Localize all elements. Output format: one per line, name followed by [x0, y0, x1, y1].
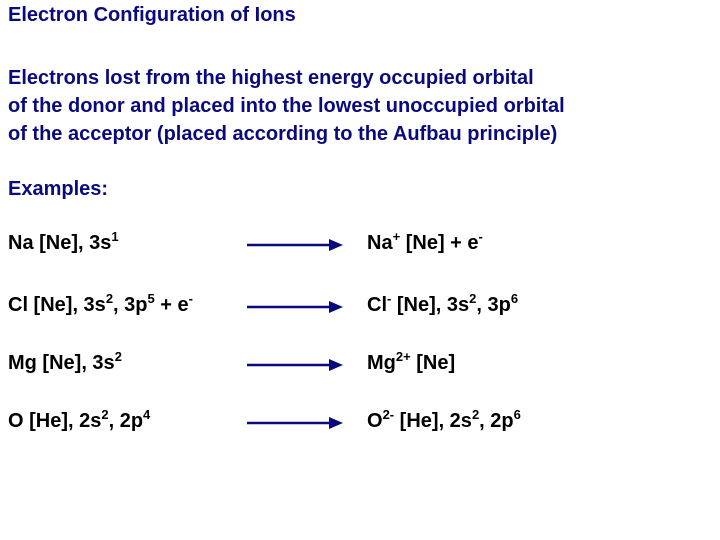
superscript: 2 — [101, 407, 109, 422]
superscript: 2 — [471, 407, 480, 422]
right-arrow-icon — [247, 300, 343, 314]
example-row — [0, 349, 720, 382]
example-row — [0, 291, 720, 324]
formula-text: Mg — [367, 352, 396, 374]
superscript: + — [392, 229, 401, 244]
formula-text: Na — [367, 232, 393, 254]
superscript: 6 — [513, 407, 521, 422]
formula-text: [Ne], 3s — [391, 294, 470, 316]
formula-text: , 3p — [113, 294, 148, 316]
superscript: 2 — [469, 291, 477, 306]
formula-text: Na [Ne], 3s — [8, 232, 112, 254]
example-row — [0, 407, 720, 440]
right-arrow-icon — [247, 238, 343, 252]
intro-line: Electrons lost from the highest energy occupied orbital — [8, 67, 534, 89]
arrow-head — [329, 239, 343, 251]
superscript: - — [387, 291, 392, 306]
formula-text: Cl — [367, 294, 387, 316]
right-arrow-icon — [247, 358, 343, 372]
formula-text: Mg [Ne], 3s — [8, 352, 115, 374]
formula-text: , 2p — [479, 410, 514, 432]
superscript: 2 — [105, 291, 114, 306]
superscript: 2+ — [395, 349, 411, 364]
right-arrow-icon — [247, 416, 343, 430]
formula-text: , 2p — [108, 410, 144, 432]
formula-text: O [He], 2s — [8, 410, 102, 432]
superscript: - — [188, 291, 193, 306]
formula-text: Cl [Ne], 3s — [8, 294, 106, 316]
superscript: - — [478, 229, 483, 244]
formula-text: O — [367, 410, 383, 432]
superscript: 2- — [382, 407, 395, 422]
superscript: 2 — [114, 349, 122, 364]
reactant-configuration — [8, 407, 151, 433]
reactant-configuration — [8, 229, 119, 255]
example-row — [0, 229, 720, 262]
superscript: 1 — [111, 229, 119, 244]
superscript: 6 — [510, 291, 519, 306]
reactant-configuration — [8, 291, 193, 317]
ion-configuration — [367, 229, 483, 255]
superscript: 5 — [147, 291, 155, 306]
intro-line: of the donor and placed into the lowest unoccupied orbital — [8, 95, 565, 117]
ion-configuration — [367, 407, 521, 433]
slide-title: Electron Configuration of Ions — [8, 4, 296, 26]
ion-configuration — [367, 291, 519, 317]
superscript: 4 — [143, 407, 151, 422]
formula-text: [He], 2s — [394, 410, 472, 432]
formula-text: + e — [154, 294, 189, 316]
intro-line: of the acceptor (placed according to the Aufbau principle) — [8, 123, 558, 145]
intro-paragraph — [8, 64, 565, 148]
formula-text: [Ne] — [410, 352, 456, 374]
formula-text: [Ne] + e — [400, 232, 479, 254]
ion-configuration — [367, 349, 456, 375]
examples-label: Examples: — [8, 178, 109, 200]
arrow-head — [329, 359, 343, 371]
arrow-head — [329, 417, 343, 429]
arrow-head — [329, 301, 343, 313]
formula-text: , 3p — [476, 294, 511, 316]
reactant-configuration — [8, 349, 122, 375]
